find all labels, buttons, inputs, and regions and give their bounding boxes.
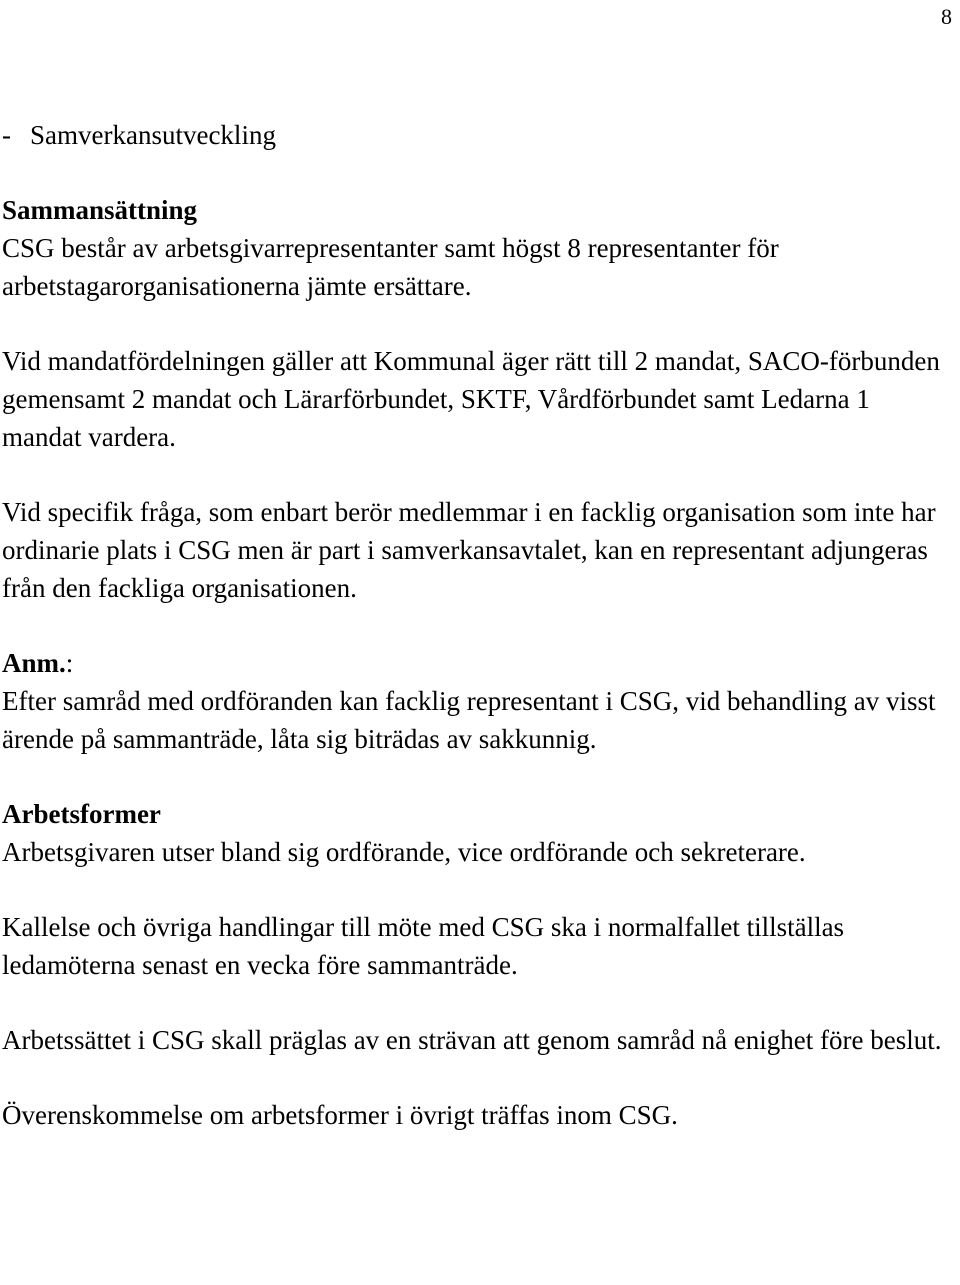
paragraph-agreement: Överenskommelse om arbetsformer i övrigt träffas inom CSG.: [2, 1100, 678, 1130]
spacer: [2, 1059, 942, 1096]
paragraph-mandate-distribution: Vid mandatfördelningen gäller att Kommunal äger rätt till 2 mandat, SACO-förbunden gemensamt 2 mandat och Lärarförbundet, SKTF, Vårdförbundet samt Ledarna 1 mandat vardera.: [2, 346, 940, 452]
spacer: [2, 607, 942, 644]
heading-sammansattning: Sammansättning: [2, 195, 198, 225]
paragraph-meeting-notice: Kallelse och övriga handlingar till möte med CSG ska i normalfallet tillställas ledamöterna senast en vecka före sammanträde.: [2, 912, 845, 980]
spacer: [2, 758, 942, 795]
page-number: 8: [941, 4, 952, 29]
spacer: [2, 871, 942, 908]
spacer: [2, 984, 942, 1021]
spacer: [2, 154, 942, 191]
heading-anm-line: [2, 644, 942, 682]
paragraph-csg-composition: CSG består av arbetsgivarrepresentanter samt högst 8 representanter för arbetstagarorganisationerna jämte ersättare.: [2, 233, 779, 301]
spacer: [2, 456, 942, 493]
list-item-samverkansutveckling: [2, 116, 942, 154]
list-item-text: Samverkansutveckling: [30, 120, 276, 150]
spacer: [2, 305, 942, 342]
heading-anm: Anm.: [2, 648, 66, 678]
document-body: [2, 116, 942, 1134]
heading-anm-colon: :: [65, 648, 74, 678]
paragraph-chair-selection: Arbetsgivaren utser bland sig ordförande, vice ordförande och sekreterare.: [2, 837, 806, 867]
list-dash: -: [2, 120, 11, 150]
paragraph-specific-question: Vid specifik fråga, som enbart berör medlemmar i en facklig organisation som inte har ordinarie plats i CSG men är part i samverkansavtalet, kan en representant adjungeras från den fackliga organisationen.: [2, 497, 936, 603]
paragraph-working-method: Arbetssättet i CSG skall präglas av en strävan att genom samråd nå enighet före beslut.: [2, 1025, 942, 1055]
paragraph-anm: Efter samråd med ordföranden kan facklig representant i CSG, vid behandling av visst ärende på sammanträde, låta sig biträdas av sakkunnig.: [2, 686, 936, 754]
heading-arbetsformer: Arbetsformer: [2, 799, 161, 829]
